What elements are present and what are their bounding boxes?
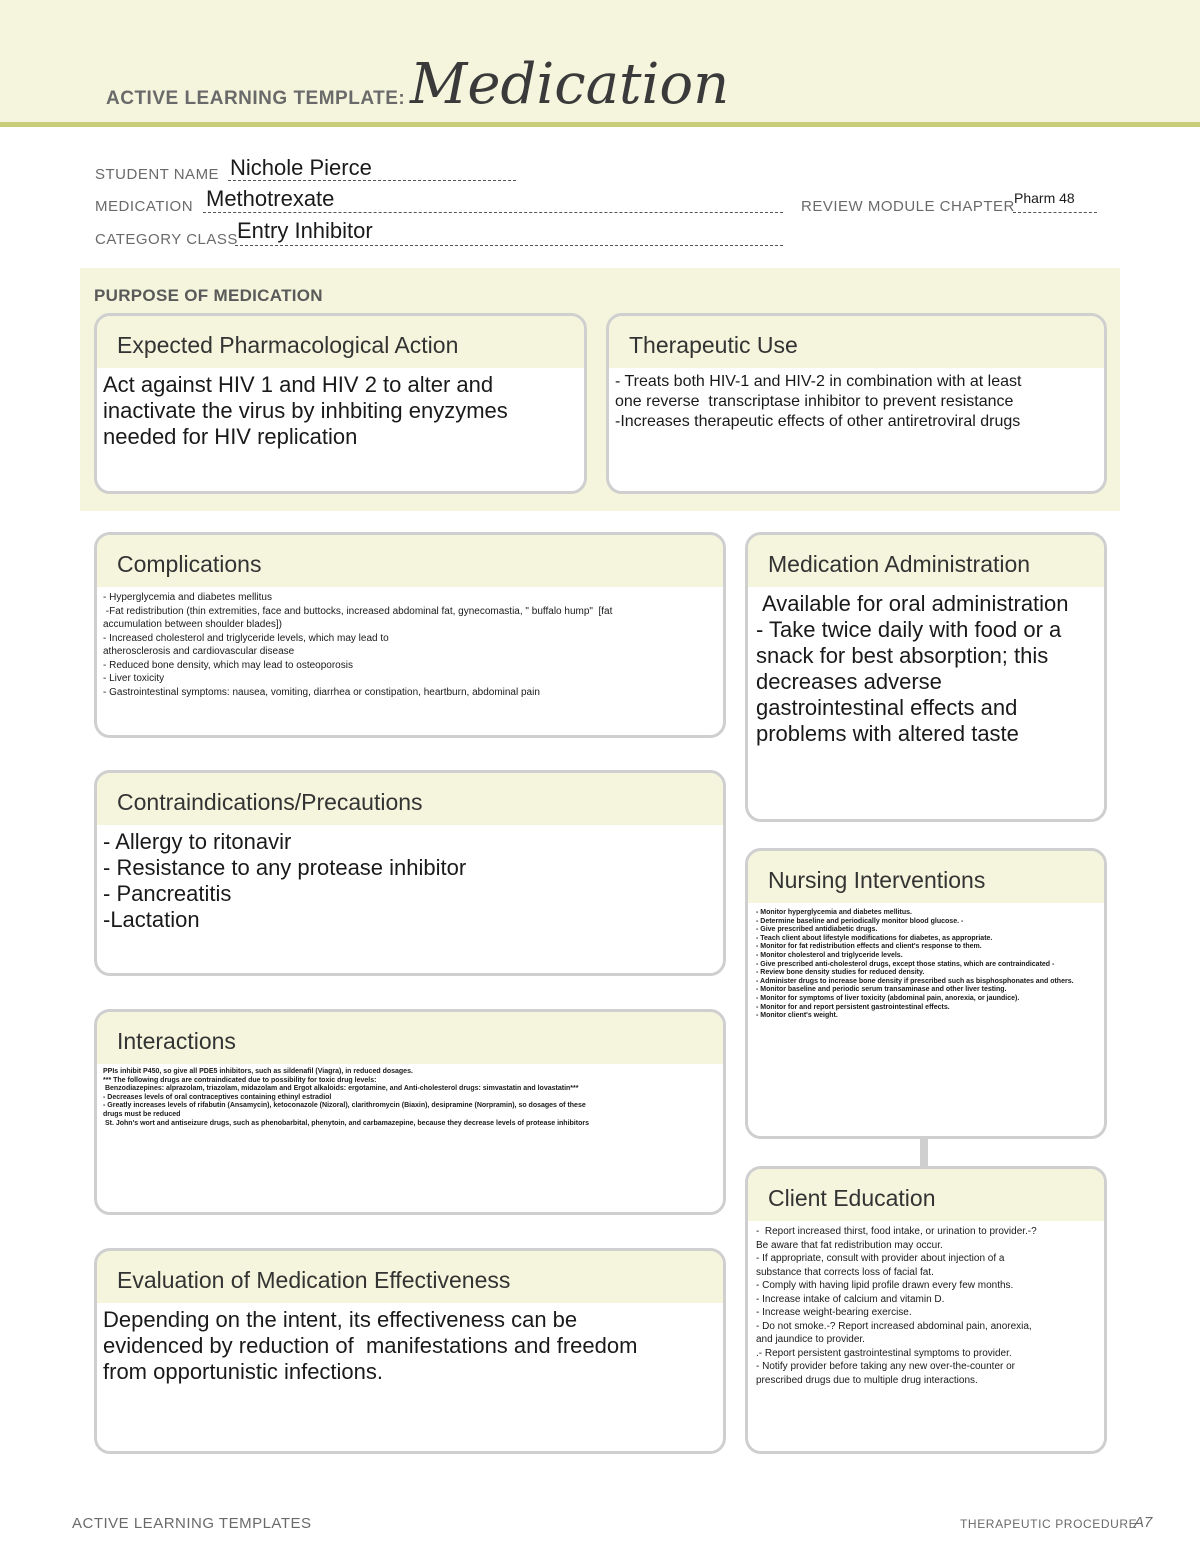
complications-line: - Hyperglycemia and diabetes mellitus: [103, 592, 272, 603]
evaluation-line: Depending on the intent, its effectiveness can be: [103, 1307, 578, 1332]
category-class-label: CATEGORY CLASS: [95, 231, 238, 248]
evaluation-line: from opportunistic infections.: [103, 1359, 384, 1384]
therapeutic-use-box: [606, 313, 1107, 494]
header-divider: [0, 122, 1200, 127]
expected-action-line: inactivate the virus by inhbiting enyzymes: [103, 398, 508, 423]
client-education-line: prescribed drugs due to multiple drug interactions.: [756, 1374, 978, 1386]
client-education-title: Client Education: [748, 1169, 1104, 1221]
client-education-line: - If appropriate, consult with provider about injection of a: [756, 1253, 1005, 1264]
nursing-line: - Review bone density studies for reduced density.: [756, 969, 925, 977]
purpose-heading: PURPOSE OF MEDICATION: [94, 286, 323, 305]
nursing-line: - Give prescribed antidiabetic drugs.: [756, 926, 878, 934]
medication-line: [203, 212, 783, 213]
client-education-line: and jaundice to provider.: [756, 1334, 865, 1345]
expected-action-line: Act against HIV 1 and HIV 2 to alter and: [103, 372, 494, 397]
nursing-line: - Monitor baseline and periodic serum transaminase and other liver testing.: [756, 986, 1007, 994]
box-connector: [920, 1136, 928, 1166]
contraindications-line: -Lactation: [103, 907, 200, 932]
nursing-line: - Monitor cholesterol and triglyceride levels.: [756, 951, 903, 959]
interactions-box: [94, 1009, 726, 1215]
complications-line: -Fat redistribution (thin extremities, face and buttocks, increased abdominal fat, gynecomastia, " buffalo hump" [fat: [103, 605, 613, 617]
complications-line: atherosclerosis and cardiovascular disease: [103, 646, 295, 657]
client-education-line: - Comply with having lipid profile drawn every few months.: [756, 1280, 1014, 1291]
client-education-body[interactable]: [748, 1221, 1104, 1387]
complications-line: - Reduced bone density, which may lead to osteoporosis: [103, 659, 353, 671]
interactions-line: - Decreases levels of oral contraceptives containing ethinyl estradiol: [103, 1093, 332, 1101]
therapeutic-use-body[interactable]: [609, 368, 1104, 432]
footer-page-number: A7: [1134, 1514, 1153, 1531]
complications-line: - Liver toxicity: [103, 673, 165, 684]
interactions-line: *** The following drugs are contraindicated due to possibility for toxic drug levels:: [103, 1076, 377, 1084]
administration-line: snack for best absorption; this: [756, 643, 1049, 668]
contraindications-box: [94, 770, 726, 976]
interactions-line: St. John's wort and antiseizure drugs, such as phenobarbital, phenytoin, and carbamazepine, because they decrease levels of protease inhibitors: [103, 1119, 589, 1127]
client-education-line: substance that corrects loss of facial fat.: [756, 1266, 934, 1278]
administration-line: - Take twice daily with food or a: [756, 617, 1062, 642]
client-education-line: - Report increased thirst, food intake, or urination to provider.-?: [756, 1226, 1037, 1237]
medication-label: MEDICATION: [95, 198, 194, 215]
client-education-box: [745, 1166, 1107, 1454]
therapeutic-use-line: -Increases therapeutic effects of other antiretroviral drugs: [615, 413, 1021, 430]
evaluation-body[interactable]: [97, 1303, 723, 1385]
nursing-line: - Teach client about lifestyle modifications for diabetes, as appropriate.: [756, 934, 993, 942]
contraindications-line: - Allergy to ritonavir: [103, 829, 292, 854]
review-chapter-line: [1013, 212, 1097, 213]
footer-left: ACTIVE LEARNING TEMPLATES: [72, 1515, 312, 1532]
evaluation-title: Evaluation of Medication Effectiveness: [97, 1251, 723, 1303]
therapeutic-use-title: Therapeutic Use: [609, 316, 1104, 368]
administration-line: Available for oral administration: [762, 591, 1069, 616]
contraindications-line: - Resistance to any protease inhibitor: [103, 855, 467, 880]
review-chapter-value[interactable]: Pharm 48: [1014, 190, 1075, 206]
contraindications-line: - Pancreatitis: [103, 881, 232, 906]
interactions-line: Benzodiazepines: alprazolam, triazolam, midazolam and Ergot alkaloids: ergotamine, and Anti-cholesterol drugs: simvastatin and lovastatin***: [103, 1085, 579, 1093]
interactions-line: PPIs inhibit P450, so give all PDE5 inhibitors, such as sildenafil (Viagra), in reduced dosages.: [103, 1068, 413, 1075]
expected-action-title: Expected Pharmacological Action: [97, 316, 584, 368]
nursing-interventions-body[interactable]: [748, 903, 1104, 1021]
nursing-interventions-box: [745, 848, 1107, 1139]
interactions-title: Interactions: [97, 1012, 723, 1064]
therapeutic-use-line: - Treats both HIV-1 and HIV-2 in combination with at least: [615, 373, 1022, 390]
interactions-line: - Greatly increases levels of rifabutin (Ansamycin), ketoconazole (Nizoral), clarithromycin (Biaxin), desipramine (Norpramin), so dosages of these: [103, 1102, 586, 1110]
expected-action-line: needed for HIV replication: [103, 424, 358, 449]
nursing-line: - Monitor for fat redistribution effects and client's response to them.: [756, 943, 982, 951]
footer-right: THERAPEUTIC PROCEDURE: [960, 1517, 1138, 1531]
administration-line: gastrointestinal effects and: [756, 695, 1018, 720]
nursing-line: - Give prescribed anti-cholesterol drugs, except those statins, which are contraindicated -: [756, 960, 1055, 968]
nursing-line: - Determine baseline and periodically monitor blood glucose. -: [756, 917, 964, 925]
nursing-interventions-title: Nursing Interventions: [748, 851, 1104, 903]
student-name-value[interactable]: Nichole Pierce: [230, 155, 372, 180]
complications-title: Complications: [97, 535, 723, 587]
therapeutic-use-line: one reverse transcriptase inhibitor to prevent resistance: [615, 393, 1014, 410]
medication-value[interactable]: Methotrexate: [206, 186, 335, 211]
page-title: Medication: [410, 52, 730, 117]
complications-line: accumulation between shoulder blades]): [103, 619, 282, 630]
student-name-label: STUDENT NAME: [95, 166, 220, 183]
interactions-body[interactable]: [97, 1064, 723, 1128]
nursing-line: - Monitor for symptoms of liver toxicity (abdominal pain, anorexia, or jaundice).: [756, 994, 1020, 1002]
evaluation-line: evidenced by reduction of manifestations and freedom: [103, 1333, 638, 1358]
expected-action-box: [94, 313, 587, 494]
category-class-line: [235, 245, 783, 246]
expected-action-body[interactable]: [97, 368, 584, 450]
administration-box: [745, 532, 1107, 822]
template-prefix: ACTIVE LEARNING TEMPLATE:: [106, 88, 406, 109]
administration-line: decreases adverse: [756, 669, 942, 694]
administration-body[interactable]: [748, 587, 1104, 747]
review-chapter-label: REVIEW MODULE CHAPTER: [801, 198, 1015, 215]
client-education-line: - Increase intake of calcium and vitamin D.: [756, 1293, 945, 1305]
complications-line: - Increased cholesterol and triglyceride levels, which may lead to: [103, 632, 389, 644]
complications-body[interactable]: [97, 587, 723, 699]
client-education-line: .- Report persistent gastrointestinal symptoms to provider.: [756, 1347, 1012, 1359]
nursing-line: - Monitor client's weight.: [756, 1012, 838, 1020]
administration-title: Medication Administration: [748, 535, 1104, 587]
client-education-line: Be aware that fat redistribution may occur.: [756, 1239, 943, 1251]
client-education-line: - Notify provider before taking any new over-the-counter or: [756, 1361, 1016, 1372]
category-class-value[interactable]: Entry Inhibitor: [237, 218, 373, 243]
nursing-line: - Monitor for and report persistent gastrointestinal effects.: [756, 1003, 950, 1011]
client-education-line: - Do not smoke.-? Report increased abdominal pain, anorexia,: [756, 1320, 1032, 1332]
client-education-line: - Increase weight-bearing exercise.: [756, 1307, 912, 1318]
complications-line: - Gastrointestinal symptoms: nausea, vomiting, diarrhea or constipation, heartburn, abdominal pain: [103, 686, 540, 698]
complications-box: [94, 532, 726, 738]
contraindications-body[interactable]: [97, 825, 723, 933]
nursing-line: - Administer drugs to increase bone density if prescribed such as bisphosphonates and others.: [756, 977, 1074, 985]
evaluation-box: [94, 1248, 726, 1454]
contraindications-title: Contraindications/Precautions: [97, 773, 723, 825]
administration-line: problems with altered taste: [756, 721, 1019, 746]
interactions-line: drugs must be reduced: [103, 1110, 181, 1118]
nursing-line: - Monitor hyperglycemia and diabetes mellitus.: [756, 909, 912, 916]
